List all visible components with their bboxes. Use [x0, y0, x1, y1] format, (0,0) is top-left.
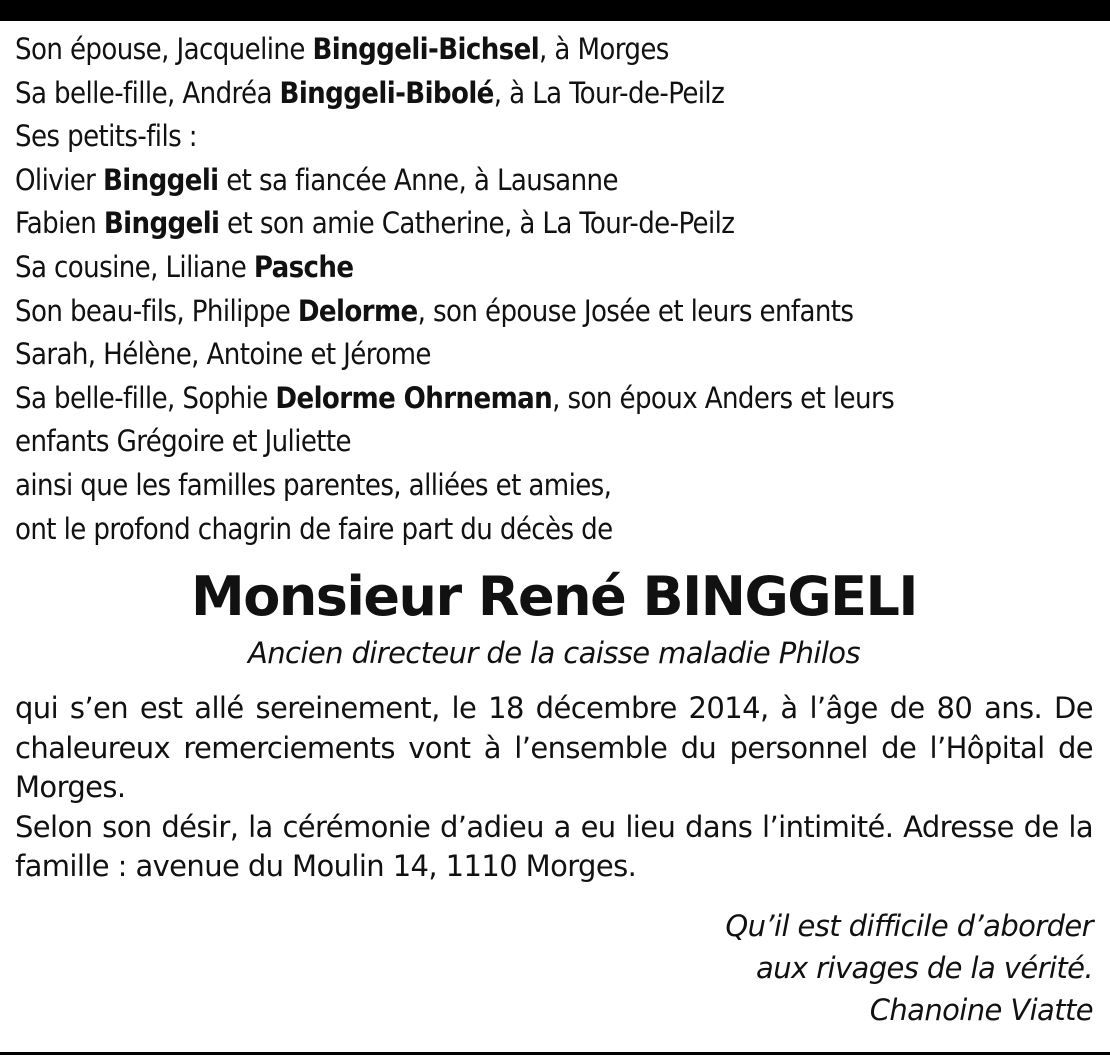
- family-line-text: Sa belle-fille, Sophie: [15, 380, 276, 415]
- family-line: [15, 246, 1093, 290]
- family-line-text: et sa fiancée Anne, à Lausanne: [218, 162, 618, 197]
- quote-line: aux rivages de la vérité.: [756, 950, 1093, 985]
- family-line: [15, 72, 1093, 116]
- epitaph-quote: [15, 905, 1093, 1031]
- family-line-text: Olivier: [15, 162, 103, 197]
- announcement-paragraph: [15, 689, 1093, 887]
- family-line-text: Sarah, Hélène, Antoine et Jérome: [15, 337, 431, 372]
- family-line: [15, 202, 1093, 246]
- ceremony-address-text: Selon son désir, la cérémonie d’adieu a eu lieu dans l’intimité. Adresse de la famille : avenue du Moulin 14, 1110 Morges.: [15, 809, 1093, 884]
- family-line: [15, 28, 1093, 72]
- family-surname: Binggeli-Bichsel: [312, 32, 540, 66]
- family-line-text: ainsi que les familles parentes, alliées et amies,: [15, 467, 612, 502]
- obituary-notice: [15, 28, 1093, 1031]
- family-line-text: Sa cousine, Liliane: [15, 249, 254, 284]
- family-line: [15, 508, 1093, 552]
- quote-author: Chanoine Viatte: [869, 992, 1093, 1027]
- family-surname: Delorme: [297, 293, 418, 328]
- deceased-role: Ancien directeur de la caisse maladie Philos: [248, 636, 860, 671]
- family-surname: Binggeli-Bibolé: [279, 75, 494, 110]
- family-surname: Binggeli: [102, 162, 219, 197]
- family-line: [15, 333, 1093, 377]
- family-line-text: , à Morges: [539, 32, 669, 66]
- family-surname: Pasche: [253, 249, 354, 284]
- family-line-text: Fabien: [15, 206, 104, 241]
- family-line-text: Son épouse, Jacqueline: [15, 32, 313, 66]
- bottom-border-rule: [0, 1052, 1110, 1055]
- top-border-rule: [0, 0, 1110, 21]
- family-line-text: Ses petits-fils :: [15, 119, 197, 154]
- family-list: [15, 28, 1093, 551]
- family-line-text: ont le profond chagrin de faire part du décès de: [15, 511, 613, 546]
- family-line-text: enfants Grégoire et Juliette: [15, 424, 352, 459]
- quote-line: Qu’il est difficile d’aborder: [725, 908, 1093, 943]
- family-surname: Binggeli: [103, 206, 220, 241]
- family-line: [15, 464, 1093, 508]
- family-line-text: , son époux Anders et leurs: [552, 380, 895, 415]
- family-line-text: Son beau-fils, Philippe: [15, 293, 298, 328]
- deceased-name: Monsieur René BINGGELI: [191, 565, 917, 629]
- family-surname: Delorme Ohrneman: [275, 380, 553, 415]
- family-line: [15, 420, 1093, 464]
- family-line: [15, 115, 1093, 159]
- family-line-text: , son épouse Josée et leurs enfants: [417, 293, 854, 328]
- family-line: [15, 377, 1093, 421]
- family-line-text: et son amie Catherine, à La Tour-de-Peilz: [219, 206, 735, 241]
- family-line-text: Sa belle-fille, Andréa: [15, 75, 280, 110]
- family-line-text: , à La Tour-de-Peilz: [493, 75, 725, 110]
- family-line: [15, 159, 1093, 203]
- announcement-text: qui s’en est allé sereinement, le 18 décembre 2014, à l’âge de 80 ans. De chaleureux remerciements vont à l’ensemble du personnel de l’Hôpital de Morges.: [15, 691, 1093, 805]
- family-line: [15, 290, 1093, 334]
